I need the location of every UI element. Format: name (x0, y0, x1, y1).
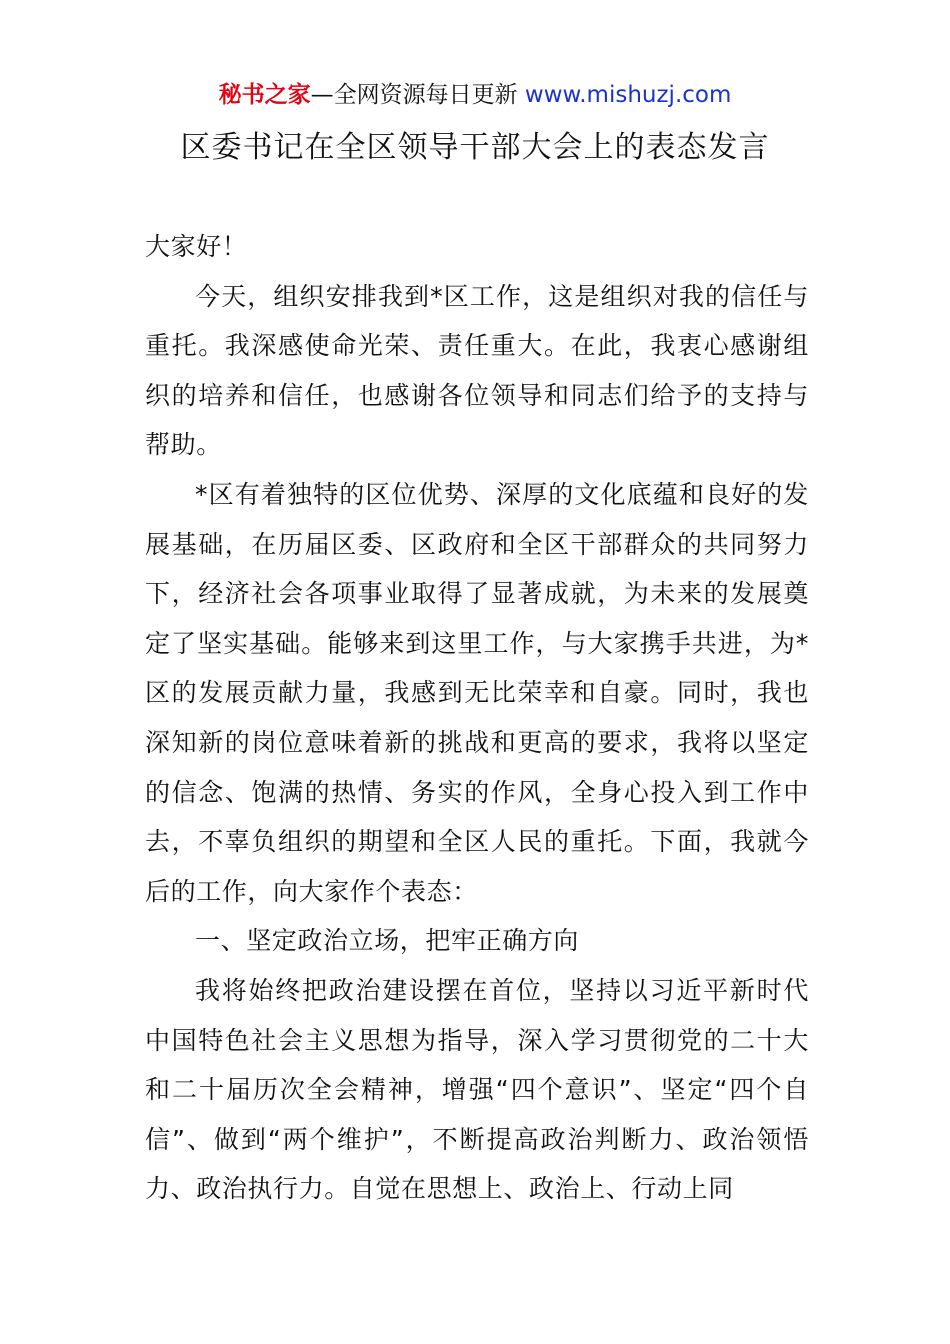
document-body (145, 222, 809, 1214)
section-heading: 一、坚定政治立场，把牢正确方向 (195, 926, 580, 956)
site-header (0, 79, 950, 111)
paragraph-intro: 今天，组织安排我到*区工作，这是组织对我的信任与重托。我深感使命光荣、责任重大。在此，我衷心感谢组织的培养和信任，也感谢各位领导和同志们给予的支持与帮助。 (145, 281, 809, 460)
greeting: 大家好！ (145, 232, 248, 261)
section-paragraph: 我将始终把政治建设摆在首位，坚持以习近平新时代中国特色社会主义思想为指导，深入学习贯彻党的二十大和二十届历次全会精神，增强“四个意识”、坚定“四个自信”、做到“两个维护”，不断提高政治判断力、政治领悟力、政治执行力。自觉在思想上、政治上、行动上同 (145, 975, 809, 1204)
site-tagline: —全网资源每日更新 (310, 82, 525, 108)
paragraph-background: *区有着独特的区位优势、深厚的文化底蕴和良好的发展基础，在历届区委、区政府和全区干部群众的共同努力下，经济社会各项事业取得了显著成就，为未来的发展奠定了坚实基础。能够来到这里工作，与大家携手共进，为*区的发展贡献力量，我感到无比荣幸和自豪。同时，我也深知新的岗位意味着新的挑战和更高的要求，我将以坚定的信念、饱满的热情、务实的作风，全身心投入到工作中去，不辜负组织的期望和全区人民的重托。下面，我就今后的工作，向大家作个表态： (145, 479, 809, 906)
site-url-link[interactable]: www.mishuzj.com (524, 82, 732, 108)
document-title: 区委书记在全区领导干部大会上的表态发言 (180, 130, 770, 165)
site-name: 秘书之家 (218, 82, 311, 108)
